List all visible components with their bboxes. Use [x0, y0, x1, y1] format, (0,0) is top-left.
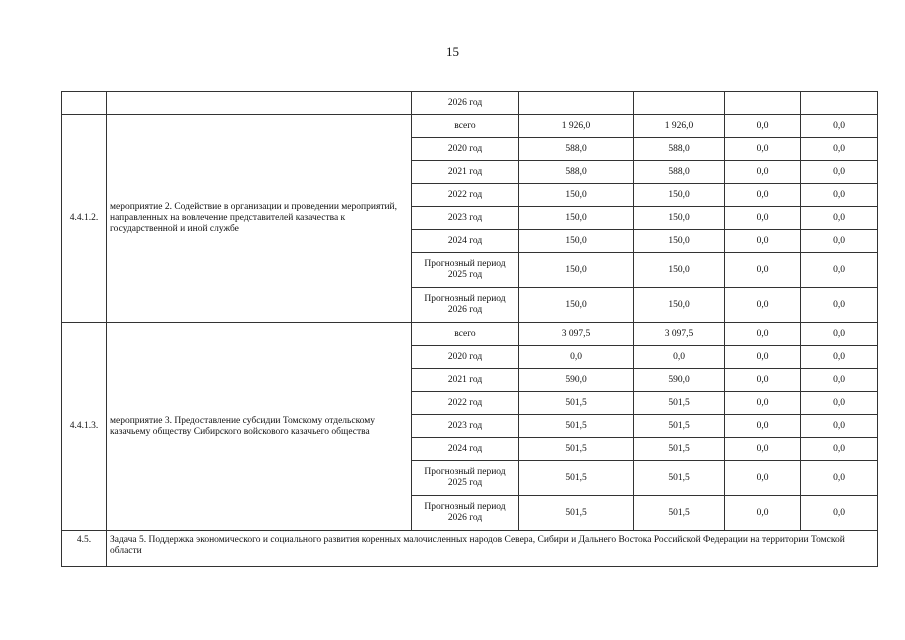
task-row	[62, 531, 878, 567]
period-cell: всего	[412, 323, 519, 346]
total-cell: 588,0	[519, 138, 634, 161]
value-cell: 0,0	[725, 161, 801, 184]
value-cell: 0,0	[801, 496, 878, 531]
value-cell: 0,0	[801, 346, 878, 369]
total-cell: 590,0	[519, 369, 634, 392]
row-name: мероприятие 2. Содействие в организации и проведении мероприятий, направленных на вовлечение представителей казачества к государственной и иной службе	[107, 115, 412, 323]
value-cell	[725, 92, 801, 115]
value-cell: 0,0	[801, 253, 878, 288]
value-cell: 150,0	[634, 184, 725, 207]
value-cell: 0,0	[801, 461, 878, 496]
value-cell: 0,0	[725, 115, 801, 138]
period-cell: Прогнозный период 2026 год	[412, 288, 519, 323]
total-cell: 501,5	[519, 438, 634, 461]
value-cell: 0,0	[801, 392, 878, 415]
value-cell: 0,0	[801, 207, 878, 230]
value-cell: 0,0	[801, 138, 878, 161]
budget-table	[61, 91, 878, 567]
value-cell: 501,5	[634, 415, 725, 438]
total-cell: 1 926,0	[519, 115, 634, 138]
total-cell: 501,5	[519, 461, 634, 496]
value-cell: 0,0	[634, 346, 725, 369]
period-cell: 2020 год	[412, 138, 519, 161]
value-cell: 0,0	[725, 288, 801, 323]
total-cell: 150,0	[519, 207, 634, 230]
period-cell: всего	[412, 115, 519, 138]
value-cell: 0,0	[725, 496, 801, 531]
period-cell: 2024 год	[412, 230, 519, 253]
total-cell	[519, 92, 634, 115]
value-cell: 0,0	[801, 115, 878, 138]
total-cell: 501,5	[519, 415, 634, 438]
value-cell: 150,0	[634, 253, 725, 288]
period-cell: 2023 год	[412, 207, 519, 230]
value-cell: 590,0	[634, 369, 725, 392]
value-cell: 0,0	[801, 288, 878, 323]
value-cell: 1 926,0	[634, 115, 725, 138]
period-cell: 2026 год	[412, 92, 519, 115]
value-cell: 0,0	[725, 184, 801, 207]
value-cell: 588,0	[634, 138, 725, 161]
period-cell: 2021 год	[412, 161, 519, 184]
value-cell: 0,0	[725, 369, 801, 392]
total-cell: 150,0	[519, 230, 634, 253]
value-cell	[634, 92, 725, 115]
period-cell: Прогнозный период 2025 год	[412, 461, 519, 496]
value-cell: 0,0	[725, 415, 801, 438]
value-cell: 0,0	[801, 415, 878, 438]
total-cell: 150,0	[519, 288, 634, 323]
total-cell: 588,0	[519, 161, 634, 184]
task-code: 4.5.	[62, 531, 107, 567]
value-cell: 0,0	[725, 323, 801, 346]
value-cell: 501,5	[634, 461, 725, 496]
value-cell: 0,0	[801, 230, 878, 253]
row-code	[62, 92, 107, 115]
value-cell: 150,0	[634, 207, 725, 230]
row-code: 4.4.1.3.	[62, 323, 107, 531]
period-cell: 2022 год	[412, 392, 519, 415]
table-row	[62, 115, 878, 138]
table-row	[62, 92, 878, 115]
period-cell: Прогнозный период 2026 год	[412, 496, 519, 531]
row-name: мероприятие 3. Предоставление субсидии Томскому отдельскому казачьему обществу Сибирского войскового казачьего общества	[107, 323, 412, 531]
value-cell: 501,5	[634, 438, 725, 461]
period-cell: Прогнозный период 2025 год	[412, 253, 519, 288]
total-cell: 150,0	[519, 253, 634, 288]
value-cell: 0,0	[725, 438, 801, 461]
value-cell: 0,0	[801, 323, 878, 346]
period-cell: 2024 год	[412, 438, 519, 461]
total-cell: 3 097,5	[519, 323, 634, 346]
total-cell: 150,0	[519, 184, 634, 207]
period-cell: 2023 год	[412, 415, 519, 438]
value-cell: 3 097,5	[634, 323, 725, 346]
value-cell: 0,0	[801, 369, 878, 392]
value-cell: 0,0	[801, 184, 878, 207]
value-cell: 0,0	[801, 161, 878, 184]
value-cell: 0,0	[725, 392, 801, 415]
value-cell: 0,0	[725, 346, 801, 369]
period-cell: 2020 год	[412, 346, 519, 369]
row-code: 4.4.1.2.	[62, 115, 107, 323]
period-cell: 2021 год	[412, 369, 519, 392]
value-cell: 0,0	[725, 207, 801, 230]
value-cell: 0,0	[725, 461, 801, 496]
total-cell: 501,5	[519, 496, 634, 531]
value-cell: 0,0	[725, 230, 801, 253]
task-text: Задача 5. Поддержка экономического и социального развития коренных малочисленных народов Севера, Сибири и Дальнего Востока Российской Федерации на территории Томской области	[107, 531, 878, 567]
value-cell: 501,5	[634, 392, 725, 415]
row-name	[107, 92, 412, 115]
period-cell: 2022 год	[412, 184, 519, 207]
page-number: 15	[446, 44, 459, 59]
value-cell: 501,5	[634, 496, 725, 531]
table-row	[62, 323, 878, 346]
value-cell: 588,0	[634, 161, 725, 184]
total-cell: 0,0	[519, 346, 634, 369]
value-cell: 0,0	[801, 438, 878, 461]
value-cell: 150,0	[634, 288, 725, 323]
value-cell: 150,0	[634, 230, 725, 253]
total-cell: 501,5	[519, 392, 634, 415]
value-cell: 0,0	[725, 253, 801, 288]
value-cell	[801, 92, 878, 115]
value-cell: 0,0	[725, 138, 801, 161]
